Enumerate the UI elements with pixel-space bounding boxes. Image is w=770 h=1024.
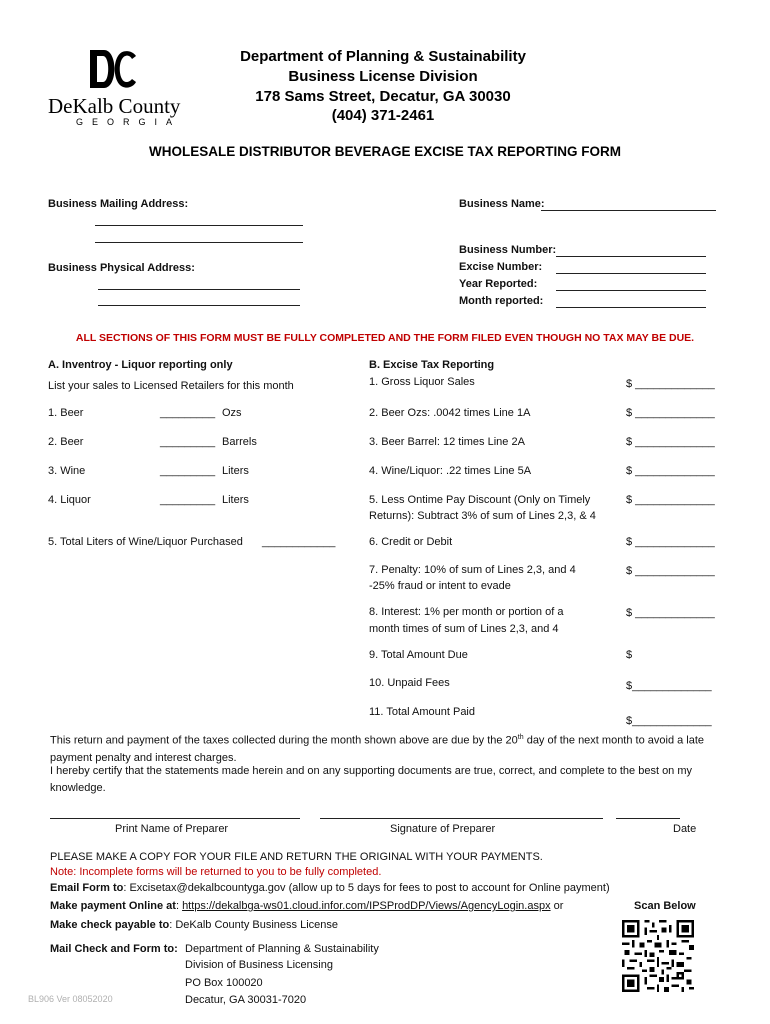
form-title: WHOLESALE DISTRIBUTOR BEVERAGE EXCISE TAX REPORTING FORM bbox=[148, 144, 622, 159]
business-name-label: Business Name: bbox=[459, 198, 545, 210]
section-b-row-amount[interactable]: $_____________ bbox=[626, 715, 712, 727]
header-department: Department of Planning & Sustainability bbox=[240, 48, 526, 65]
section-b-row-label: 4. Wine/Liquor: .22 times Line 5A bbox=[369, 465, 532, 477]
mailing-address-label: Business Mailing Address: bbox=[48, 198, 189, 210]
section-b-row-label: 3. Beer Barrel: 12 times Line 2A bbox=[369, 436, 525, 448]
certification-paragraph: I hereby certify that the statements made herein and on any supporting documents are true, correct, and complete to the best on my knowledge. bbox=[50, 765, 693, 794]
section-b-row-amount[interactable]: $ bbox=[626, 649, 633, 661]
section-a-row-unit: Liters bbox=[222, 465, 249, 477]
online-payment-line: Make payment Online at: https://dekalbga-ws01.cloud.infor.com/IPSProdDP/Views/AgencyLogin.aspx or bbox=[50, 900, 564, 912]
business-number-label: Business Number: bbox=[459, 244, 557, 256]
payable-line: Make check payable to: DeKalb County Business License bbox=[50, 919, 338, 931]
physical-address-line-2[interactable] bbox=[98, 305, 300, 306]
section-b-row-amount[interactable]: $ _____________ bbox=[626, 436, 715, 448]
business-name-field[interactable] bbox=[541, 210, 716, 211]
section-b-row-label-cont: Returns): Subtract 3% of sum of Lines 2,3, & 4 bbox=[369, 510, 596, 522]
signature-label: Signature of Preparer bbox=[390, 823, 496, 835]
section-b-row-label: 5. Less Ontime Pay Discount (Only on Timely bbox=[369, 494, 591, 506]
physical-address-label: Business Physical Address: bbox=[48, 262, 195, 274]
section-a-row-blank[interactable]: _________ bbox=[160, 465, 216, 477]
section-a-total-label: 5. Total Liters of Wine/Liquor Purchased bbox=[48, 536, 243, 548]
mail-address-line: Department of Planning & Sustainability bbox=[185, 943, 379, 955]
email-line: Email Form to: Excisetax@dekalbcountyga.gov (allow up to 5 days for fees to post to account for Online payment) bbox=[50, 882, 610, 894]
date-line[interactable] bbox=[616, 818, 680, 819]
header-address: 178 Sams Street, Decatur, GA 30030 bbox=[255, 88, 511, 105]
year-reported-field[interactable] bbox=[556, 290, 706, 291]
section-a-row-blank[interactable]: _________ bbox=[160, 494, 216, 506]
section-b-row-label: 11. Total Amount Paid bbox=[369, 706, 475, 718]
section-b-title: B. Excise Tax Reporting bbox=[369, 359, 495, 371]
scan-label: Scan Below bbox=[634, 900, 696, 912]
year-reported-label: Year Reported: bbox=[459, 278, 538, 290]
mailing-address-line-2[interactable] bbox=[95, 242, 303, 243]
section-b-row-amount[interactable]: $ _____________ bbox=[626, 536, 715, 548]
section-b-row-amount[interactable]: $ _____________ bbox=[626, 494, 715, 506]
mail-address-line: Decatur, GA 30031-7020 bbox=[185, 994, 307, 1006]
section-a-row-label: 2. Beer bbox=[48, 436, 84, 448]
version-label: BL906 Ver 08052020 bbox=[28, 994, 113, 1004]
month-reported-field[interactable] bbox=[556, 307, 706, 308]
section-b-row-amount[interactable]: $ _____________ bbox=[626, 565, 715, 577]
logo-name: DeKalb County bbox=[48, 94, 181, 118]
qr-code-icon[interactable] bbox=[622, 913, 694, 999]
incomplete-note: Note: Incomplete forms will be returned to you to be fully completed. bbox=[50, 866, 382, 878]
ordinal-suffix: th bbox=[517, 734, 524, 741]
print-name-label: Print Name of Preparer bbox=[115, 823, 229, 835]
section-b-row-label-cont: month times of sum of Lines 2,3, and 4 bbox=[369, 623, 559, 635]
mail-address-line: PO Box 100020 bbox=[185, 977, 263, 989]
print-name-line[interactable] bbox=[50, 818, 300, 819]
mailing-address-line-1[interactable] bbox=[95, 225, 303, 226]
mail-address-line: Division of Business Licensing bbox=[185, 959, 333, 971]
section-a-row-unit: Barrels bbox=[222, 436, 257, 448]
section-a-row-unit: Liters bbox=[222, 494, 249, 506]
section-a-row-label: 3. Wine bbox=[48, 465, 86, 477]
section-b-row-label-cont: -25% fraud or intent to evade bbox=[369, 580, 511, 592]
excise-number-label: Excise Number: bbox=[459, 261, 543, 273]
section-b-row-amount[interactable]: $ _____________ bbox=[626, 465, 715, 477]
date-label: Date bbox=[673, 823, 697, 835]
section-b-row-label: 1. Gross Liquor Sales bbox=[369, 376, 475, 388]
section-a-row-blank[interactable]: _________ bbox=[160, 436, 216, 448]
section-a-row-label: 1. Beer bbox=[48, 407, 84, 419]
section-b-row-amount[interactable]: $ _____________ bbox=[626, 407, 715, 419]
section-b-row-amount[interactable]: $ _____________ bbox=[626, 607, 715, 619]
section-b-row-amount[interactable]: $_____________ bbox=[626, 680, 712, 692]
copy-instruction: PLEASE MAKE A COPY FOR YOUR FILE AND RETURN THE ORIGINAL WITH YOUR PAYMENTS. bbox=[50, 851, 543, 863]
excise-number-field[interactable] bbox=[556, 273, 706, 274]
business-number-field[interactable] bbox=[556, 256, 706, 257]
online-payment-link[interactable]: https://dekalbga-ws01.cloud.infor.com/IPSProdDP/Views/AgencyLogin.aspx bbox=[182, 900, 551, 912]
section-b-row-label: 6. Credit or Debit bbox=[369, 536, 453, 548]
header-phone: (404) 371-2461 bbox=[331, 107, 435, 124]
section-b-row-amount[interactable]: $ _____________ bbox=[626, 378, 715, 390]
signature-line[interactable] bbox=[320, 818, 603, 819]
section-a-row-unit: Ozs bbox=[222, 407, 242, 419]
section-b-row-label: 2. Beer Ozs: .0042 times Line 1A bbox=[369, 407, 531, 419]
header-division: Business License Division bbox=[288, 68, 478, 85]
mail-label: Mail Check and Form to: bbox=[50, 943, 178, 955]
dekalb-logo-icon bbox=[88, 48, 138, 90]
month-reported-label: Month reported: bbox=[459, 295, 544, 307]
section-a-row-label: 4. Liquor bbox=[48, 494, 91, 506]
section-b-row-label: 10. Unpaid Fees bbox=[369, 677, 450, 689]
due-date-paragraph: This return and payment of the taxes collected during the month shown above are due by the 20th day of the next month to avoid a late payment penalty and interest charges. bbox=[50, 734, 705, 764]
section-a-total-blank[interactable]: ____________ bbox=[262, 536, 336, 548]
section-b-row-label: 8. Interest: 1% per month or portion of a bbox=[369, 606, 564, 618]
physical-address-line-1[interactable] bbox=[98, 289, 300, 290]
logo-subtitle: GEORGIA bbox=[76, 117, 182, 127]
section-b-row-label: 9. Total Amount Due bbox=[369, 649, 468, 661]
section-a-row-blank[interactable]: _________ bbox=[160, 407, 216, 419]
section-b-row-label: 7. Penalty: 10% of sum of Lines 2,3, and 4 bbox=[369, 564, 576, 576]
section-a-subtitle: List your sales to Licensed Retailers for this month bbox=[48, 380, 294, 392]
warning-text: ALL SECTIONS OF THIS FORM MUST BE FULLY COMPLETED AND THE FORM FILED EVEN THOUGH NO TAX MAY BE DUE. bbox=[75, 332, 695, 344]
section-a-title: A. Inventroy - Liquor reporting only bbox=[48, 359, 233, 371]
